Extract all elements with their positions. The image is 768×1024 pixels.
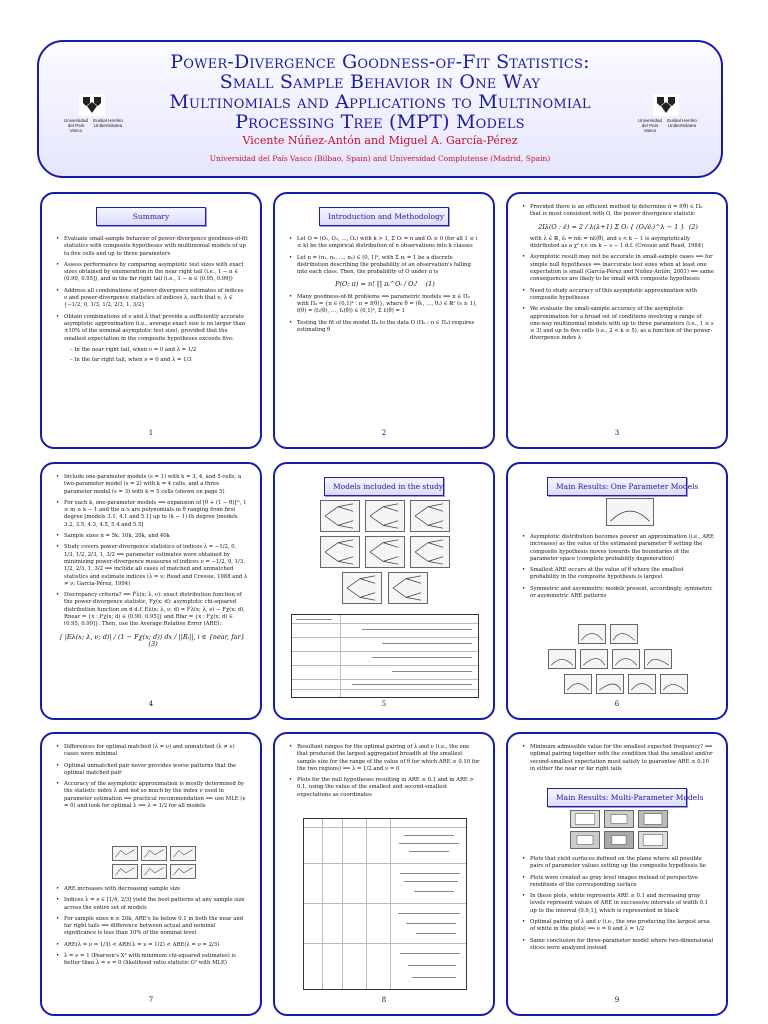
logo-caption-left: Universidad del País Vasco [63, 118, 89, 134]
are-curve-plot [112, 864, 138, 879]
panel-body-lower [522, 856, 714, 956]
bullet: • Asymptotic distribution becomes poorer an approximation (i.e., ARE increases) as the value of the estimated parameter θ setting the composite hypothesis moves towards the boundaries of the parameter space (complete probability degeneration) [522, 534, 714, 563]
bullet: • Same conclusion for three-parameter model where two-dimensional slices were analyzed instead [522, 938, 714, 953]
bullet: • λ = ν = 1 (Pearson's X² with minimum chi-squared estimates) is better than λ = ν = 0 (likelihood ratio statistic G² with MLE) [56, 953, 248, 968]
models-table [291, 614, 479, 698]
panel-body [522, 534, 714, 604]
bullet: • Symmetric and asymmetric models present, accordingly, symmetric or asymmetric ARE patterns [522, 586, 714, 601]
panel-1-summary [40, 192, 262, 449]
are-curve-plot [628, 674, 656, 694]
equation-1 [289, 281, 481, 288]
are-curve-plot [612, 649, 640, 669]
are-plot-small [606, 498, 654, 526]
model-tree-figures [320, 500, 450, 608]
model-tree-diagram [410, 500, 450, 532]
panel-4-design [40, 462, 262, 720]
bullet: • Evaluate small-sample behavior of power-divergence goodness-of-fit statistics with composite hypotheses with multinomial models of up to five cells and up to three parameters [56, 236, 248, 258]
panel-3-statistic [506, 192, 728, 449]
page-number: 3 [614, 429, 620, 437]
bullet: • Let π = (π₁, π₂, …, πₖ) ∈ (0, 1)ᵏ, with Σ πᵢ = 1 be a discrete distribution describing the probability of an observation's falling into each class. Then, the probability of O under π is [289, 255, 481, 277]
page-number: 8 [381, 996, 387, 1004]
bullet: • Obtain combinations of ν and λ that provide a sufficiently accurate asymptotic approximation (i.e., average exact size is no larger than ±10% of the nominal asymptotic test size), provided that the smallest expectation in the composite hypotheses exceeds five: [56, 314, 248, 343]
gray-level-plots [570, 810, 670, 850]
bullet: • Optimal pairing of λ and ν (i.e., the one producing the largest area of white in the plots) ⟹ ν = 0 and λ = 1/2 [522, 919, 714, 934]
are-curve-plot [564, 674, 592, 694]
bullet: • Plots that yield surfaces defined on the plane where all possible pairs of parameter values setting up the composite hypothesis lie [522, 856, 714, 871]
panel-6-one-parameter [506, 462, 728, 720]
title-line-1: Power-Divergence Goodness-of-Fit Statistics: [170, 51, 590, 73]
page-number: 7 [148, 996, 154, 1004]
bullet: • Study covers power-divergence statistics of indices λ = −1/2, 0, 1/3, 1/2, 2/3, 1, 3/2 ⟹ parameter estimates were obtained by minimizing power-divergence measures of indices ν = −1/2, 0, 1/3, 1/2, 2/3, 1, 3/2 ⟹ include all cases of matched and unmatched statistics and estimate indices (λ = ν; Read and Cressie, 1988 and λ ≠ ν; García-Pérez, 1994) [56, 544, 248, 588]
are-curve-plot [548, 649, 576, 669]
model-tree-diagram [320, 536, 360, 568]
bullet: • Include one-parameter models (s = 1) with k = 3, 4, and 5 cells, a two-parameter model (s = 2) with k = 4 cells, and a three parameter model (s = 3) with k = 5 cells (shown on page 5) [56, 474, 248, 496]
logo-caption-right: Euskal Herriko Unibertsitatea [667, 118, 697, 129]
panel-8-ranges [273, 732, 495, 1016]
sub-bullet: – In the near right tail, when ν = 0 and λ = 1/2 [70, 346, 197, 353]
logo-caption-right: Euskal Herriko Unibertsitatea [93, 118, 123, 129]
bullet: • Address all combinations of power-divergence estimates of indices ν and power-divergence statistics of indices λ, such that ν, λ ∈ {−1/2, 0, 1/3, 1/2, 2/3, 1, 3/2} [56, 288, 248, 310]
page-number: 4 [148, 700, 154, 708]
poster-header [37, 40, 723, 178]
bullet: • Plots were created as gray level images instead of perspective renditions of the corresponding surface [522, 875, 714, 890]
are-curve-plot [610, 624, 638, 644]
model-tree-diagram [388, 572, 428, 604]
are-curve-plot [112, 846, 138, 861]
bullet: • Many goodness-of-fit problems ⟹ parametric models ⟹ π ∈ Π₀ with Π₀ = {π ∈ (0,1)ᵏ : π = f(θ)}, where θ = (θ₁, …, θₛ) ∈ ℝˢ (s ≥ 1), f(θ) = (f₁(θ), …, fₖ(θ)) ∈ (0,1)ᵏ, Σ fᵢ(θ) = 1 [289, 294, 481, 316]
affiliation: Universidad del País Vasco (Bilbao, Spain) and Universidad Complutense (Madrid, Spain) [209, 154, 551, 163]
bullet: • Indices λ = ν ∈ [1/4, 2/3] yield the best patterns at any sample size across the entire set of models [56, 897, 248, 912]
bullet: • Plots for the null hypotheses resulting in ARE ≤ 0.1 and in ARE > 0.1, using the value of the smallest and second-smallest expectations as coordinates [289, 777, 481, 799]
bullet: • Need to study accuracy of this asymptotic approximation with composite hypotheses [522, 288, 714, 303]
are-curve-plot [141, 864, 167, 879]
bullet: • Let O = (O₁, O₂, …, Oₖ) with k > 1, Σ Oᵢ = n and Oᵢ ≥ 0 (for all 1 ≤ i ≤ k) be the empirical distribution of n observations into k classes [289, 236, 481, 251]
title-line-2: Small Sample Behavior in One Way [219, 71, 541, 93]
panel-body [522, 744, 714, 777]
bullet: • In these plots, white represents ARE ≤ 0.1 and increasing gray levels represent values of ARE in successive intervals of width 0.1 up to the interval (0.9,1], which is represented in black [522, 893, 714, 915]
are-curve-plot [580, 649, 608, 669]
bullet: • Asymptotic result may not be accurate in small-sample cases ⟹ for simple null hypotheses ⟹ inaccurate test sizes when at least one expectation is small (García-Pérez and Núñez-Antón, 2001) ⟹ same consequences are likely to be small with composite hypotheses [522, 254, 714, 283]
equation-2 [522, 224, 714, 231]
bullet: • Smallest ARE occurs at the value of θ where the smallest probability in the composite hypothesis is largest [522, 567, 714, 582]
bullet: • Differences for optimal matched (λ = ν) and unmatched (λ ≠ ν) cases were minimal [56, 744, 248, 759]
model-tree-diagram [342, 572, 382, 604]
panel-7-results [40, 732, 262, 1016]
bullet: • ARE(λ = ν = 1/3) < ARE(λ = ν = 1/2) < ARE(λ = ν = 2/3) [56, 942, 248, 949]
are-sample-size-plots [112, 846, 196, 880]
bullet: • Sample sizes n = 5k, 10k, 20k, and 40k [56, 533, 248, 540]
university-emblem-icon [79, 94, 105, 116]
panel-title: Main Results: One Parameter Models [547, 477, 687, 496]
panel-body [56, 236, 248, 367]
panel-title: Summary [96, 207, 206, 226]
are-curve-plot [170, 846, 196, 861]
university-emblem-icon [653, 94, 679, 116]
panel-title: Main Results: Multi-Parameter Models [547, 788, 687, 807]
sub-bullet: – In the far right tail, when ν = 0 and λ = 1/3 [70, 357, 192, 364]
gray-level-image [638, 810, 668, 828]
equation-explanation: with λ ∈ ℝ, êᵢ = nπ̂ᵢ = nfᵢ(θ̂), and s < k − 1 is asymptotically distributed as a χ² r.v. on k − s − 1 d.f. (Cressie and Read, 1984) [530, 235, 704, 250]
poster-title [159, 52, 601, 132]
equation-text: P(O; π) = n! ∏ πᵢ^Oᵢ / Oᵢ! [335, 280, 418, 289]
model-tree-diagram [320, 500, 360, 532]
bullet: • Assess performance by comparing asymptotic test sizes with exact sizes obtained by enumeration in the near right tail (i.e., 1 − α ∈ (0.90, 0.95]), and in the far right tail (i.e., 1 − α ∈ (0.95, 0.99]) [56, 262, 248, 284]
panel-body [56, 474, 248, 653]
gray-level-image [638, 831, 668, 849]
are-curve-plot [644, 649, 672, 669]
panel-title: Introduction and Methodology [319, 207, 449, 226]
panel-body [289, 236, 481, 338]
page-number: 6 [614, 700, 620, 708]
panel-body [522, 204, 714, 347]
bullet: • ARE increases with decreasing sample size [56, 886, 248, 893]
bullet: • Testing the fit of the model Π₀ to the data O (H₀ : π ∈ Π₀) requires estimating θ [289, 320, 481, 335]
optimal-ranges-table [303, 818, 467, 990]
equation-text: 2Iλ(O : ê) = 2 / λ(λ+1) Σ Oᵢ { (Oᵢ/êᵢ)^λ − 1 } [538, 222, 685, 231]
page-number: 1 [148, 429, 154, 437]
panel-9-multi-parameter [506, 732, 728, 1016]
title-line-3: Multinomials and Applications to Multinomial [169, 91, 591, 113]
page-number: 2 [381, 429, 387, 437]
bullet: • Resultant ranges for the optimal pairing of λ and ν (i.e., the one that produced the largest aggregated breadth at the smallest sample size for the range of the value of θ for which ARE ≤ 0.10 for the two regions) ⟹ λ = 1/2 and ν = 0 [289, 744, 481, 773]
bullet: • For sample sizes n ≥ 20k, ARE's lie below 0.1 in both the near and far right tails ⟹ difference between actual and nominal significance is less than 10% of the nominal level [56, 916, 248, 938]
authors: Vicente Núñez-Antón and Miguel A. García-Pérez [242, 134, 518, 147]
bullet: • Accuracy of the asymptotic approximation is mostly determined by the statistic index λ and not so much by the index ν used in parameter estimation ⟹ practical recommendation ⟹ use MLE (ν = 0) and look for optimal λ ⟹ λ = 1/2 for all models [56, 781, 248, 810]
are-curve-plot [606, 498, 654, 526]
model-tree-diagram [365, 536, 405, 568]
bullet: • Optimal unmatched pair never provides worse patterns that the optimal matched pair [56, 763, 248, 778]
panel-5-models [273, 462, 495, 720]
equation-3 [56, 634, 248, 649]
gray-level-image [570, 810, 600, 828]
panel-body-lower [56, 886, 248, 972]
equation-number: (1) [425, 280, 435, 289]
bullet: • Minimum admissible value for the smallest expected frequency? ⟹ optimal pairing together with the condition that the smallest and/or second-smallest expectation must satisfy to guarantee ARE ≤ 0.10 in either the near or far right tails [522, 744, 714, 773]
are-curve-plot [578, 624, 606, 644]
are-curve-plot [596, 674, 624, 694]
panel-2-intro [273, 192, 495, 449]
model-tree-diagram [410, 536, 450, 568]
logo-caption-left: Universidad del País Vasco [637, 118, 663, 134]
gray-level-image [604, 831, 634, 849]
gray-level-image [570, 831, 600, 849]
bullet: • Discrepancy criteria? ⟹ F̂λ(x; λ, ν): exact distribution function of the power-divergence statistic, Fχ(x; d): asymptotic chi-squared distribution function on d d.f. Eλ(x; λ, ν; d) = F̂λ(x; λ, ν) − Fχ(x; d), Rnear = {x : Fχ(x; d) ∈ (0.90, 0.95]} and Rfar = {x : Fχ(x; d) ∈ (0.95, 0.99]}. Then, use the Average Relative Error (ARE): [56, 592, 248, 628]
model-tree-diagram [365, 500, 405, 532]
equation-number: (3) [148, 639, 158, 648]
bullet: • Provided there is an efficient method to determine π̂ = f(θ̂) ∈ Π₀ that is most consistent with O, the power divergence statistic [522, 204, 714, 219]
bullet: • For each k, one-parameter models ⟹ expansion of [θ + (1 − θ)]ᵐ, 1 ≤ m ≤ k − 1 and the πᵢ's are polynomials in θ ranging from first degree [models 3.1, 4.1 and 5.1] up to (k − 1)-th degree [models 3.2, 3.5, 4.3, 4.5, 5.4 and 5.5] [56, 500, 248, 529]
panel-body [56, 744, 248, 814]
bullet: • We evaluate the small-sample accuracy of the asymptotic approximation for a broad set of conditions involving a range of one-way multinomial models with up to three parameters (i.e., 1 ≤ s ≤ 3) and up to five cells (i.e., 2 < k ≤ 5), as a function of the power-divergence index λ [522, 306, 714, 342]
are-pattern-plots [548, 624, 698, 699]
panel-body [289, 744, 481, 803]
are-curve-plot [170, 864, 196, 879]
equation-number: (2) [688, 222, 698, 231]
equation-text: ∫ |Eλ(x; λ, ν; d)| / (1 − Fχ(x; d)) dx / ||Rᵢ||, i ∈ {near, far} [59, 632, 245, 641]
are-curve-plot [660, 674, 688, 694]
panel-title: Models included in the study [324, 477, 444, 496]
page-number: 9 [614, 996, 620, 1004]
gray-level-image [604, 810, 634, 828]
title-line-4: Processing Tree (MPT) Models [235, 111, 525, 133]
are-curve-plot [141, 846, 167, 861]
page-number: 5 [381, 700, 387, 708]
